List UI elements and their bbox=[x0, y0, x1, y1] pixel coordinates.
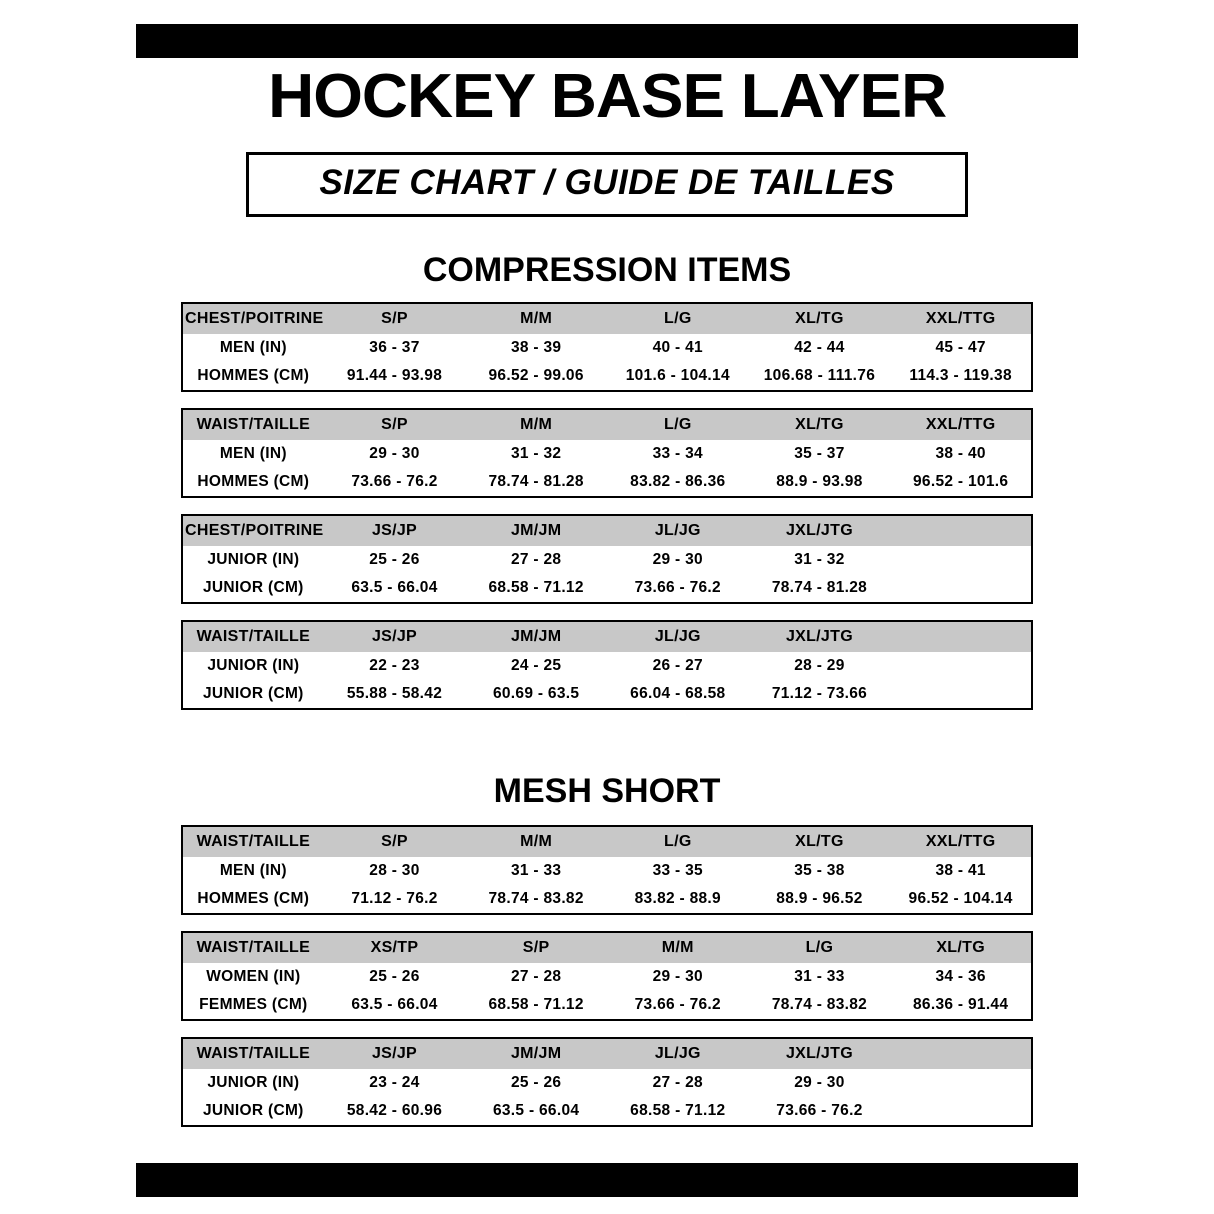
measurement-cell: 55.88 - 58.42 bbox=[346, 684, 443, 702]
table-header-size: M/M bbox=[520, 309, 553, 327]
section-title: MESH SHORT bbox=[493, 771, 721, 810]
row-label: HOMMES (CM) bbox=[197, 889, 310, 907]
row-label: JUNIOR (IN) bbox=[207, 1073, 300, 1091]
table-header-size: JL/JG bbox=[654, 1044, 701, 1062]
table-header-size: S/P bbox=[381, 832, 408, 850]
measurement-cell: 29 - 30 bbox=[652, 550, 703, 568]
measurement-cell: 31 - 32 bbox=[794, 550, 845, 568]
measurement-cell: 27 - 28 bbox=[510, 967, 562, 985]
measurement-cell: 27 - 28 bbox=[510, 550, 562, 568]
measurement-cell: 96.52 - 99.06 bbox=[488, 366, 584, 384]
row-label: WOMEN (IN) bbox=[206, 967, 301, 985]
table-row bbox=[182, 440, 1032, 468]
row-label: MEN (IN) bbox=[219, 338, 287, 356]
table-header-size: L/G bbox=[805, 938, 834, 956]
measurement-cell: 86.36 - 91.44 bbox=[913, 995, 1009, 1013]
table-header-size: XL/TG bbox=[795, 415, 844, 433]
size-table bbox=[181, 931, 1033, 1021]
measurement-cell: 101.6 - 104.14 bbox=[625, 366, 730, 384]
measurement-cell: 25 - 26 bbox=[510, 1073, 562, 1091]
measurement-cell: 25 - 26 bbox=[369, 967, 420, 985]
measurement-cell bbox=[890, 680, 1032, 709]
table-header-size: XL/TG bbox=[795, 309, 844, 327]
measurement-cell: 35 - 38 bbox=[794, 861, 845, 879]
row-label: JUNIOR (IN) bbox=[207, 656, 300, 674]
table-row bbox=[182, 991, 1032, 1020]
measurement-cell bbox=[890, 652, 1032, 680]
measurement-cell: 68.58 - 71.12 bbox=[488, 995, 584, 1013]
measurement-cell: 96.52 - 101.6 bbox=[913, 472, 1009, 490]
table-header-size: JL/JG bbox=[654, 521, 701, 539]
row-label: JUNIOR (CM) bbox=[203, 1101, 304, 1119]
table-header-size: XL/TG bbox=[795, 832, 844, 850]
measurement-cell: 106.68 - 111.76 bbox=[763, 366, 876, 384]
measurement-cell: 78.74 - 83.82 bbox=[488, 889, 584, 907]
measurement-cell: 88.9 - 96.52 bbox=[776, 889, 863, 907]
table-header-row bbox=[182, 303, 1032, 334]
row-label: MEN (IN) bbox=[219, 861, 287, 879]
measurement-cell: 71.12 - 73.66 bbox=[771, 684, 868, 702]
table-header-size: XS/TP bbox=[370, 938, 419, 956]
table-header-size: JM/JM bbox=[510, 627, 562, 645]
measurement-cell: 25 - 26 bbox=[369, 550, 420, 568]
table-header-size: L/G bbox=[664, 415, 692, 433]
measurement-cell: 73.66 - 76.2 bbox=[776, 1101, 863, 1119]
subtitle-box bbox=[246, 152, 968, 217]
measurement-cell: 88.9 - 93.98 bbox=[776, 472, 863, 490]
measurement-cell: 40 - 41 bbox=[652, 338, 703, 356]
table-row bbox=[182, 334, 1032, 362]
table-header-label: CHEST/POITRINE bbox=[185, 309, 324, 327]
table-row bbox=[182, 574, 1032, 603]
measurement-cell: 33 - 35 bbox=[652, 861, 703, 879]
measurement-cell bbox=[890, 1097, 1032, 1126]
table-header-size: JS/JP bbox=[371, 627, 418, 645]
bottom-decorative-bar bbox=[136, 1163, 1078, 1197]
table-header-size: L/G bbox=[664, 832, 692, 850]
row-label: JUNIOR (IN) bbox=[207, 550, 300, 568]
measurement-cell: 38 - 39 bbox=[510, 338, 562, 356]
table-header-size: JM/JM bbox=[510, 521, 562, 539]
measurement-cell: 34 - 36 bbox=[935, 967, 986, 985]
measurement-cell: 26 - 27 bbox=[652, 656, 703, 674]
row-label: JUNIOR (CM) bbox=[203, 684, 304, 702]
measurement-cell: 91.44 - 93.98 bbox=[346, 366, 443, 384]
measurement-cell: 24 - 25 bbox=[510, 656, 562, 674]
table-header-size: JM/JM bbox=[510, 1044, 562, 1062]
measurement-cell: 38 - 41 bbox=[935, 861, 986, 879]
page-subtitle: SIZE CHART / GUIDE DE TAILLES bbox=[319, 163, 895, 202]
measurement-cell: 63.5 - 66.04 bbox=[351, 995, 438, 1013]
measurement-cell bbox=[890, 546, 1032, 574]
table-header-row bbox=[182, 1038, 1032, 1069]
size-table bbox=[181, 1037, 1033, 1127]
top-decorative-bar bbox=[136, 24, 1078, 58]
measurement-cell: 31 - 33 bbox=[794, 967, 845, 985]
measurement-cell: 83.82 - 88.9 bbox=[634, 889, 721, 907]
measurement-cell: 22 - 23 bbox=[369, 656, 420, 674]
size-table bbox=[181, 302, 1033, 392]
table-row bbox=[182, 885, 1032, 914]
size-table bbox=[181, 514, 1033, 604]
measurement-cell: 33 - 34 bbox=[652, 444, 703, 462]
table-header-label: WAIST/TAILLE bbox=[196, 832, 311, 850]
table-header-size: JS/JP bbox=[371, 1044, 418, 1062]
measurement-cell: 60.69 - 63.5 bbox=[492, 684, 580, 702]
page-title: HOCKEY BASE LAYER bbox=[267, 62, 947, 131]
table-header-size: M/M bbox=[520, 832, 553, 850]
table-row bbox=[182, 680, 1032, 709]
table-header-row bbox=[182, 932, 1032, 963]
table-row bbox=[182, 468, 1032, 497]
table-row bbox=[182, 963, 1032, 991]
measurement-cell: 29 - 30 bbox=[369, 444, 420, 462]
table-header-row bbox=[182, 621, 1032, 652]
row-label: MEN (IN) bbox=[219, 444, 287, 462]
measurement-cell: 31 - 33 bbox=[510, 861, 562, 879]
table-header-size: M/M bbox=[661, 938, 694, 956]
table-header-size: S/P bbox=[381, 415, 408, 433]
measurement-cell: 42 - 44 bbox=[794, 338, 845, 356]
table-header-label: WAIST/TAILLE bbox=[196, 627, 311, 645]
row-label: HOMMES (CM) bbox=[197, 366, 310, 384]
table-header-size: M/M bbox=[520, 415, 553, 433]
table-header-row bbox=[182, 826, 1032, 857]
table-header-size: JL/JG bbox=[654, 627, 701, 645]
measurement-cell: 35 - 37 bbox=[794, 444, 845, 462]
table-header-label: WAIST/TAILLE bbox=[196, 938, 311, 956]
measurement-cell: 23 - 24 bbox=[369, 1073, 420, 1091]
table-header-size bbox=[890, 515, 1032, 546]
measurement-cell: 58.42 - 60.96 bbox=[346, 1101, 443, 1119]
measurement-cell bbox=[890, 1069, 1032, 1097]
table-row bbox=[182, 652, 1032, 680]
table-row bbox=[182, 1069, 1032, 1097]
table-header-label: WAIST/TAILLE bbox=[196, 1044, 311, 1062]
row-label: HOMMES (CM) bbox=[197, 472, 310, 490]
table-header-size bbox=[890, 621, 1032, 652]
row-label: FEMMES (CM) bbox=[199, 995, 308, 1013]
table-header-size: XXL/TTG bbox=[925, 415, 996, 433]
size-table bbox=[181, 620, 1033, 710]
measurement-cell: 83.82 - 86.36 bbox=[630, 472, 726, 490]
measurement-cell: 28 - 30 bbox=[369, 861, 420, 879]
table-header-size: JXL/JTG bbox=[785, 521, 853, 539]
table-header-size: XXL/TTG bbox=[925, 832, 996, 850]
measurement-cell: 31 - 32 bbox=[510, 444, 562, 462]
table-row bbox=[182, 1097, 1032, 1126]
measurement-cell: 71.12 - 76.2 bbox=[351, 889, 438, 907]
measurement-cell: 28 - 29 bbox=[794, 656, 845, 674]
table-header-size: JXL/JTG bbox=[785, 627, 853, 645]
table-row bbox=[182, 362, 1032, 391]
measurement-cell: 78.74 - 83.82 bbox=[771, 995, 868, 1013]
measurement-cell: 45 - 47 bbox=[935, 338, 986, 356]
table-header-size: JS/JP bbox=[371, 521, 418, 539]
table-header-row bbox=[182, 515, 1032, 546]
measurement-cell: 96.52 - 104.14 bbox=[908, 889, 1013, 907]
measurement-cell: 78.74 - 81.28 bbox=[488, 472, 584, 490]
measurement-cell: 63.5 - 66.04 bbox=[492, 1101, 580, 1119]
table-header-label: CHEST/POITRINE bbox=[185, 521, 324, 539]
measurement-cell: 66.04 - 68.58 bbox=[630, 684, 726, 702]
table-header-size bbox=[890, 1038, 1032, 1069]
table-header-size: XL/TG bbox=[936, 938, 985, 956]
measurement-cell: 29 - 30 bbox=[794, 1073, 845, 1091]
section-title: COMPRESSION ITEMS bbox=[422, 250, 792, 289]
table-header-size: L/G bbox=[664, 309, 692, 327]
measurement-cell: 73.66 - 76.2 bbox=[634, 995, 721, 1013]
measurement-cell: 38 - 40 bbox=[935, 444, 986, 462]
measurement-cell: 73.66 - 76.2 bbox=[634, 578, 721, 596]
measurement-cell: 63.5 - 66.04 bbox=[351, 578, 438, 596]
row-label: JUNIOR (CM) bbox=[203, 578, 304, 596]
table-header-row bbox=[182, 409, 1032, 440]
table-header-size: S/P bbox=[381, 309, 408, 327]
measurement-cell: 68.58 - 71.12 bbox=[488, 578, 584, 596]
table-row bbox=[182, 546, 1032, 574]
size-table bbox=[181, 408, 1033, 498]
table-row bbox=[182, 857, 1032, 885]
measurement-cell: 114.3 - 119.38 bbox=[909, 366, 1012, 384]
measurement-cell: 27 - 28 bbox=[652, 1073, 703, 1091]
sections-container bbox=[0, 217, 1214, 1143]
measurement-cell: 78.74 - 81.28 bbox=[771, 578, 868, 596]
table-header-size: S/P bbox=[522, 938, 550, 956]
measurement-cell: 68.58 - 71.12 bbox=[630, 1101, 726, 1119]
table-header-size: XXL/TTG bbox=[925, 309, 996, 327]
table-header-label: WAIST/TAILLE bbox=[196, 415, 311, 433]
measurement-cell: 29 - 30 bbox=[652, 967, 703, 985]
measurement-cell bbox=[890, 574, 1032, 603]
table-header-size: JXL/JTG bbox=[785, 1044, 853, 1062]
measurement-cell: 73.66 - 76.2 bbox=[351, 472, 438, 490]
size-table bbox=[181, 825, 1033, 915]
measurement-cell: 36 - 37 bbox=[369, 338, 420, 356]
